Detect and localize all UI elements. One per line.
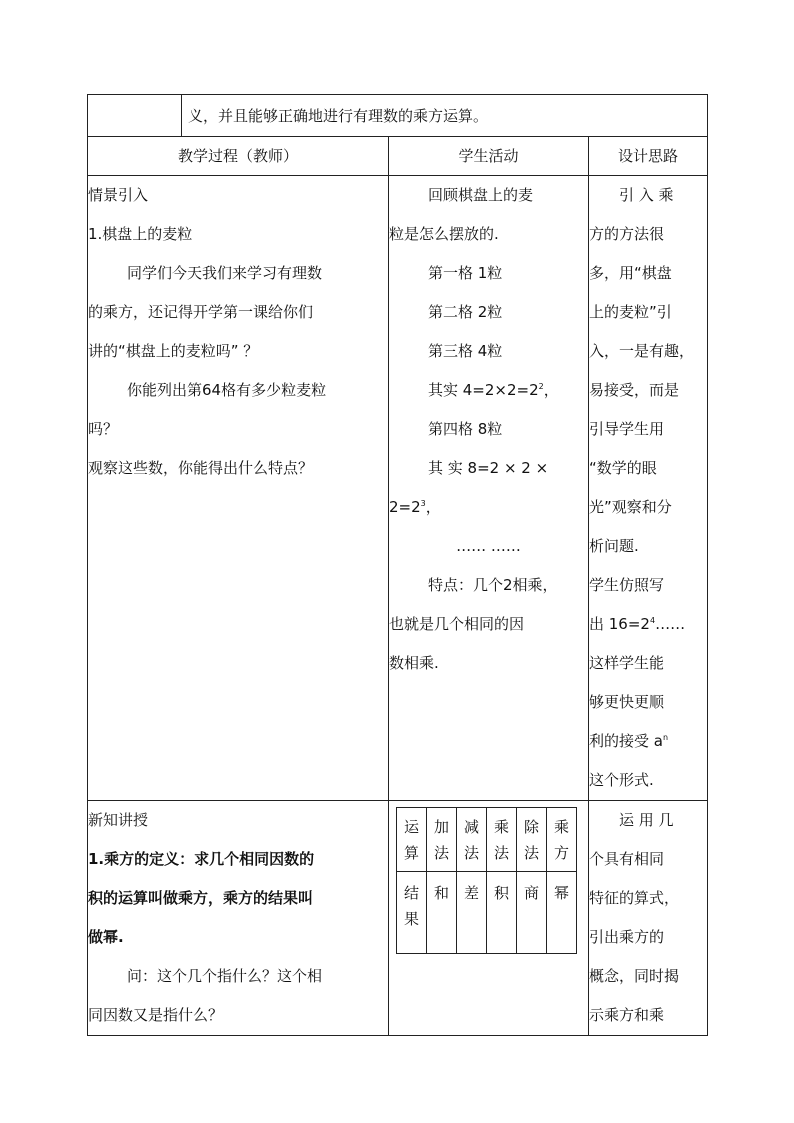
design-text-line: 概念，同时揭 (589, 967, 680, 985)
section-heading: 情景引入 (88, 186, 149, 204)
design-text-line: 易接受，而是 (589, 381, 680, 399)
student-text-line: 数相乘. (389, 654, 439, 672)
design-text-line: 个具有相同 (589, 850, 665, 868)
ops-cell: 除 法 (517, 808, 547, 872)
student-activity-cell-2 (389, 801, 589, 1036)
design-text-line: 多，用“棋盘 (589, 264, 672, 282)
teacher-process-cell-2 (88, 801, 389, 1036)
design-rationale-cell (589, 176, 708, 801)
design-equation-line: 出 $16=2^4\dots\dots$ (589, 615, 686, 633)
design-text-line: 够更快更顺 (589, 693, 665, 711)
ops-cell: 乘 方 (547, 808, 577, 872)
ops-cell: 加 法 (427, 808, 457, 872)
design-text-line: 方的方法很 (589, 225, 665, 243)
student-text-line: 粒是怎么摆放的. (389, 225, 499, 243)
objective-row (88, 95, 708, 137)
student-text-line: 第四格 8粒 (428, 420, 503, 438)
design-text-line: 这个形式. (589, 771, 654, 789)
result-cell: 差 (457, 872, 487, 954)
result-cell: 幂 (547, 872, 577, 954)
section-heading: 新知讲授 (88, 811, 149, 829)
result-cell: 积 (487, 872, 517, 954)
design-text-line: 示乘方和乘 (589, 1006, 665, 1024)
lesson-plan-table (87, 94, 708, 1036)
design-text-line: 引导学生用 (589, 420, 665, 438)
result-cell: 商 (517, 872, 547, 954)
design-text-line: “数学的眼 (589, 459, 657, 477)
student-text-line: 第三格 4粒 (428, 342, 503, 360)
definition-line: 积的运算叫做乘方，乘方的结果叫 (88, 889, 314, 907)
teacher-text-line: 你能列出第64格有多少粒麦粒 (127, 381, 327, 399)
teacher-text-line: 吗？ (88, 420, 119, 438)
teacher-text-line: 同学们今天我们来学习有理数 (127, 264, 323, 282)
teacher-text-line: 的乘方，还记得开学第一课给你们 (88, 303, 314, 321)
design-text-line: 特征的算式， (589, 889, 680, 907)
design-equation-line: 利的接受 $a^n$ (589, 732, 669, 750)
student-equation-line: $2=2^3$， (389, 498, 441, 516)
student-text-line: 回顾棋盘上的麦 (428, 186, 534, 204)
design-rationale-cell-2 (589, 801, 708, 1036)
objective-text: 义，并且能够正确地进行有理数的乘方运算。 (188, 107, 489, 125)
objective-text-cell (182, 95, 708, 137)
objective-label-cell (88, 95, 182, 137)
design-text-line: 运 用 几 (619, 811, 674, 829)
section-intro-row (88, 176, 708, 801)
header-student: 学生活动 (389, 137, 589, 176)
student-equation-line: 其实 $4=2\times 2=2^2$， (428, 381, 559, 399)
design-text-line: 引出乘方的 (589, 928, 665, 946)
question-line: 同因数又是指什么？ (88, 1006, 224, 1024)
student-text-line: 特点：几个2相乘， (428, 576, 558, 594)
ops-cell: 乘 法 (487, 808, 517, 872)
ops-cell: 减 法 (457, 808, 487, 872)
design-text-line: 析问题. (589, 537, 639, 555)
teacher-text-line: 讲的“棋盘上的麦粒吗” ？ (88, 342, 259, 360)
design-text-line: 学生仿照写 (589, 576, 665, 594)
results-row (397, 872, 577, 954)
header-row (88, 137, 708, 176)
teacher-process-cell (88, 176, 389, 801)
student-text-line: 第二格 2粒 (428, 303, 503, 321)
design-text-line: 光”观察和分 (589, 498, 672, 516)
definition-line: 做幂. (88, 928, 124, 946)
result-cell: 和 (427, 872, 457, 954)
student-text-line: 也就是几个相同的因 (389, 615, 525, 633)
sub-heading: 1.棋盘上的麦粒 (88, 225, 193, 243)
section-new-knowledge-row (88, 801, 708, 1036)
operations-row (397, 808, 577, 872)
question-line: 问：这个几个指什么？这个相 (127, 967, 323, 985)
ellipsis-line: …… …… (456, 537, 521, 555)
header-teacher: 教学过程（教师） (88, 137, 389, 176)
design-text-line: 入，一是有趣， (589, 342, 695, 360)
header-design: 设计思路 (589, 137, 708, 176)
student-activity-cell (389, 176, 589, 801)
definition-line: 1.乘方的定义：求几个相同因数的 (88, 850, 315, 868)
operations-table (396, 807, 577, 954)
design-text-line: 引 入 乘 (619, 186, 674, 204)
teacher-text-line: 观察这些数，你能得出什么特点？ (88, 459, 314, 477)
student-text-line: 第一格 1粒 (428, 264, 503, 282)
design-text-line: 上的麦粒”引 (589, 303, 672, 321)
design-text-line: 这样学生能 (589, 654, 665, 672)
result-cell: 结 果 (397, 872, 427, 954)
ops-cell: 运 算 (397, 808, 427, 872)
student-equation-line: 其 实 8=2 × 2 × (428, 459, 549, 477)
